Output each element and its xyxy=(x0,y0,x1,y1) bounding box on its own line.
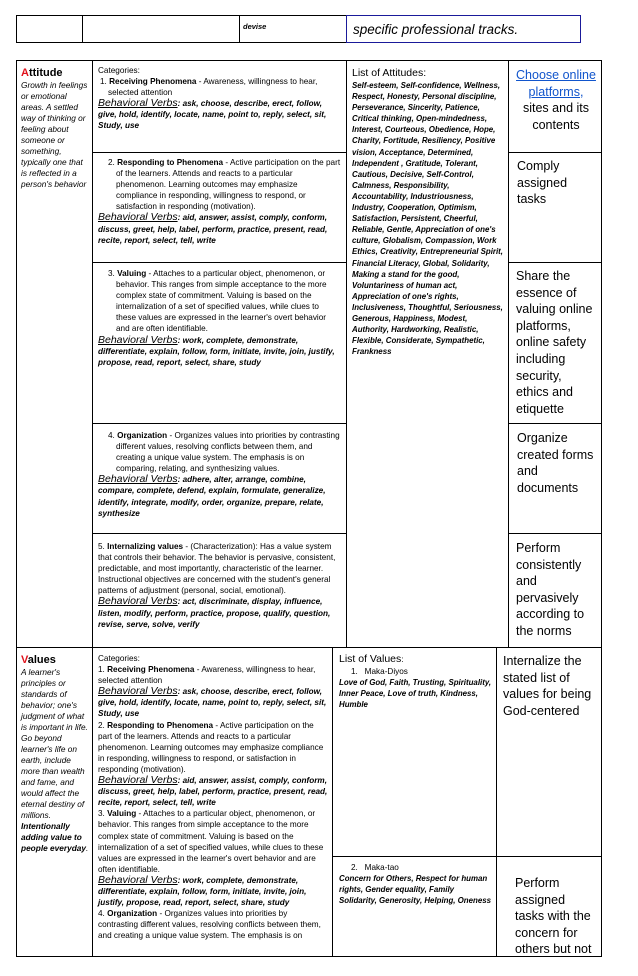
level-description: - Awareness, willingness to hear, selected attention xyxy=(108,77,318,98)
attitude-title-rest: ttitude xyxy=(28,67,63,79)
values-level-3 xyxy=(98,808,329,875)
values-domain-cell xyxy=(16,648,92,957)
top-row-cell-1 xyxy=(16,15,82,43)
group-name: Maka-tao xyxy=(364,863,399,872)
level-name: Receiving Phenomena xyxy=(107,665,195,675)
attitude-outcome-3-cell xyxy=(508,262,602,423)
attitude-domain-cell xyxy=(16,60,92,648)
verbs-label: Behavioral Verbs xyxy=(98,774,178,787)
verbs-label: Behavioral Verbs xyxy=(98,873,178,886)
level-description: - Awareness, willingness to hear, selected attention xyxy=(98,665,316,686)
level-number: 3. xyxy=(98,809,105,819)
level-number: 1. xyxy=(100,77,107,87)
values-definition-bold xyxy=(21,821,89,854)
group-number: 1. xyxy=(351,667,358,676)
attitude-definition: Growth in feelings or emotional areas. A settled way of thinking or feeling about someone or something, typically one that is reflected in a person's behavior xyxy=(21,80,88,189)
level-description: - (Characterization): Has a value system that controls their behavior. The behavior is pervasive, consistent, predictable, and most importantly, characteristic of the learner. Instructional objectives are concerned with the student's general patterns of adjustment (personal, social, emotional). xyxy=(98,542,336,596)
values-level-2 xyxy=(98,720,329,775)
values-outcome-1-cell xyxy=(496,648,602,857)
verbs-label: Behavioral Verbs xyxy=(98,211,178,224)
level-name: Organization xyxy=(107,909,158,919)
values-level-1-verbs xyxy=(98,686,329,719)
attitude-level-3 xyxy=(98,268,341,335)
level-number: 2. xyxy=(108,158,115,167)
top-row-cell-3 xyxy=(239,15,346,43)
verbs-list: : aid, answer, assist, comply, conform, discuss, greet, help, label, perform, practice, present, read, recite, report, select, tell, write xyxy=(98,213,328,245)
verbs-list: : work, complete, demonstrate, differentiate, explain, follow, form, initiate, invite, join, justify, propose, read, report, select, share, study xyxy=(98,335,335,367)
values-definition: A learner's principles or standards of behavior; one's judgment of what is important in life. Go beyond learner's life on earth, include more than wealth and fame, and would affect the eternal destiny of millions. xyxy=(21,667,88,820)
values-title-rest: alues xyxy=(27,654,56,666)
attitude-outcome-1-cell xyxy=(508,60,602,152)
level-name: Responding to Phenomena xyxy=(107,720,214,730)
attitude-outcome-4: Organize created forms and documents xyxy=(517,431,594,495)
attitude-level-1-verbs xyxy=(98,98,341,131)
level-number: 4. xyxy=(98,909,105,919)
level-name: Internalizing values xyxy=(107,542,184,551)
attitude-level-4 xyxy=(98,430,341,474)
level-description: - Attaches to a particular object, phenomenon, or behavior. This ranges from simple acceptance to the more complex state of commitment. Valuing is based on the internalization of a set of specified values, while clues to these values are expressed in the learner's overt behavior and are often identifiable. xyxy=(98,809,324,874)
values-title-first: V xyxy=(21,654,28,666)
level-description: - Organizes values into priorities by contrasting different values, resolving conflicts between them, and creating a unique value system. The emphasis is on comparing, relating, and synthesizing values. xyxy=(116,431,340,474)
attitude-outcome-1 xyxy=(515,67,597,133)
level-description: - Active participation on the part of the learners. Attends and reacts to a particular phenomenon. Learning outcomes may emphasize compliance in responding, willingness to respond, or satisfaction in responding (motivation). xyxy=(116,158,341,212)
values-level-3-verbs xyxy=(98,875,329,908)
attitude-level-2-verbs xyxy=(98,212,341,245)
verbs-label: Behavioral Verbs xyxy=(98,595,178,608)
values-list-colon: : xyxy=(401,655,404,664)
attitude-level-3-cell xyxy=(92,262,346,423)
attitude-level-4-verbs xyxy=(98,474,341,518)
attitude-categories-label: Categories: xyxy=(98,66,140,75)
group-name: Maka-Diyos xyxy=(364,667,408,676)
values-definition-end: . xyxy=(86,843,89,853)
top-row-tracks: specific professional tracks. xyxy=(353,22,519,37)
values-group-1-title xyxy=(339,666,493,677)
attitude-level-1 xyxy=(98,76,341,98)
attitude-list: Self-esteem, Self-confidence, Wellness, Respect, Honesty, Personal discipline, Perseverance, Sincerity, Patience, Critical thinking, Open-mindedness, Interest, Courteous, Obedience, Hope, Charity, Fortitude, Resiliency, Positive vision, Acceptance, Determined, Independent , Gratitude, Tolerant, Cautious, Decisive, Self-Control, Calmness, Responsibility, Accountability, Industriousness, Industry, Cooperation, Optimism, Satisfaction, Persistent, Cheerful, Reliable, Gentle, Appreciation of one's culture, Globalism, Compassion, Work Ethics, Creativity, Entrepreneurial Spirit, Financial Literacy, Global, Solidarity, Making a stand for the good, Voluntariness of human act, Appreciation of one's rights, Inclusiveness, Thoughtful, Seriousness, Generous, Happiness, Modest, Authority, Hardworking, Realistic, Flexible, Considerate, Sympathetic, Frankness xyxy=(352,81,503,357)
attitude-list-cell xyxy=(346,60,508,648)
values-categories-label: Categories: xyxy=(98,654,140,663)
top-row-devise: devise xyxy=(243,22,267,31)
level-name: Responding to Phenomena xyxy=(117,158,224,167)
verbs-list: : aid, answer, assist, comply, conform, discuss, greet, help, label, perform, practice, present, read, recite, report, select, tell, write xyxy=(98,776,328,808)
values-categories-cell xyxy=(92,648,332,957)
attitude-list-label: List of Attitudes: xyxy=(352,67,427,79)
attitude-level-2 xyxy=(98,157,341,212)
level-number: 2. xyxy=(98,720,105,730)
group-number: 2. xyxy=(351,863,358,872)
attitude-outcome-5-cell xyxy=(508,533,602,648)
verbs-list: : act, discriminate, display, influence, listen, modify, perform, practice, propose, qualify, question, revise, serve, solve, verify xyxy=(98,597,331,629)
attitude-outcome-4-cell xyxy=(508,423,602,533)
verbs-label: Behavioral Verbs xyxy=(98,333,178,346)
verbs-list: : ask, choose, describe, erect, follow, give, hold, identify, locate, name, point to, reply, select, sit, Study, use xyxy=(98,99,327,131)
level-name: Receiving Phenomena xyxy=(109,77,197,87)
verbs-label: Behavioral Verbs xyxy=(98,685,178,698)
level-number: 4. xyxy=(108,431,115,440)
values-level-2-verbs xyxy=(98,775,329,808)
values-group-2-title xyxy=(339,862,493,873)
top-row-cell-2 xyxy=(82,15,239,43)
level-description: - Attaches to a particular object, phenomenon, or behavior. This ranges from simple acceptance to the more complex state of commitment. Valuing is based on the internalization of a set of specified values, while clues to these values are expressed in the learner's overt behavior and are often identifiable. xyxy=(116,269,327,334)
attitude-outcome-5: Perform consistently and pervasively according to the norms xyxy=(516,541,585,638)
level-name: Organization xyxy=(117,431,168,440)
level-number: 1. xyxy=(98,665,105,675)
level-description: - Organizes values into priorities by contrasting different values, resolving conflicts between them, and creating a unique value system. The emphasis is on xyxy=(98,909,321,941)
level-number: 3. xyxy=(108,269,115,278)
top-row-cell-4 xyxy=(346,15,581,43)
outcome-text: sites and its contents xyxy=(522,101,589,132)
online-platforms-link[interactable]: Choose online platforms, xyxy=(516,68,596,99)
values-level-1 xyxy=(98,664,329,686)
values-level-4 xyxy=(98,908,329,941)
attitude-level-5 xyxy=(98,541,341,596)
level-name: Valuing xyxy=(117,269,147,278)
attitude-level-5-cell xyxy=(92,533,346,648)
level-name: Valuing xyxy=(107,809,137,819)
attitude-level-5-verbs xyxy=(98,596,341,629)
attitude-title xyxy=(21,67,89,80)
values-list-label xyxy=(339,653,493,666)
values-outcome-2-cell xyxy=(496,856,602,957)
verbs-label: Behavioral Verbs xyxy=(98,473,178,486)
attitude-level-2-cell xyxy=(92,152,346,262)
values-list-cell-1 xyxy=(332,648,496,857)
level-description: - Active participation on the part of the learners. Attends and reacts to a particular phenomenon. Learning outcomes may emphasize compliance in responding, willingness to respond, or satisfaction in responding (motivation). xyxy=(98,720,324,774)
values-outcome-2: Perform assigned tasks with the concern for others but not xyxy=(515,876,592,957)
values-title xyxy=(21,654,89,667)
values-group-1-items: Love of God, Faith, Trusting, Spirituality, Inner Peace, Love of truth, Kindness, Humble xyxy=(339,678,492,710)
values-group-2-items: Concern for Others, Respect for human rights, Gender equality, Family Solidarity, Generosity, Helping, Oneness xyxy=(339,874,492,906)
verbs-list: : adhere, alter, arrange, combine, compare, complete, defend, explain, formulate, generalize, identify, integrate, modify, order, organize, prepare, relate, synthesize xyxy=(98,475,326,518)
attitude-title-first: A xyxy=(21,67,29,79)
values-outcome-1: Internalize the stated list of values for being God-centered xyxy=(503,654,592,718)
attitude-outcome-3: Share the essence of valuing online platforms, online safety including security, ethics and etiquette xyxy=(516,269,593,416)
attitude-level-3-verbs xyxy=(98,335,341,368)
level-number: 5. xyxy=(98,542,105,551)
verbs-label: Behavioral Verbs xyxy=(98,97,178,110)
values-list-cell-2 xyxy=(332,856,496,957)
values-definition-emphasis: Intentionally adding value to people everyday xyxy=(21,821,87,853)
attitude-outcome-2-cell xyxy=(508,152,602,262)
attitude-outcome-2: Comply assigned tasks xyxy=(517,159,568,206)
values-list-label-text: List of Values xyxy=(339,653,402,665)
attitude-level-1-cell xyxy=(92,60,346,153)
verbs-list: : work, complete, demonstrate, differentiate, explain, follow, form, initiate, invite, join, justify, propose, read, report, select, share, study xyxy=(98,875,307,908)
attitude-level-4-cell xyxy=(92,423,346,533)
verbs-list: : ask, choose, describe, erect, follow, give, hold, identify, locate, name, point to, reply, select, sit, Study, use xyxy=(98,687,327,719)
